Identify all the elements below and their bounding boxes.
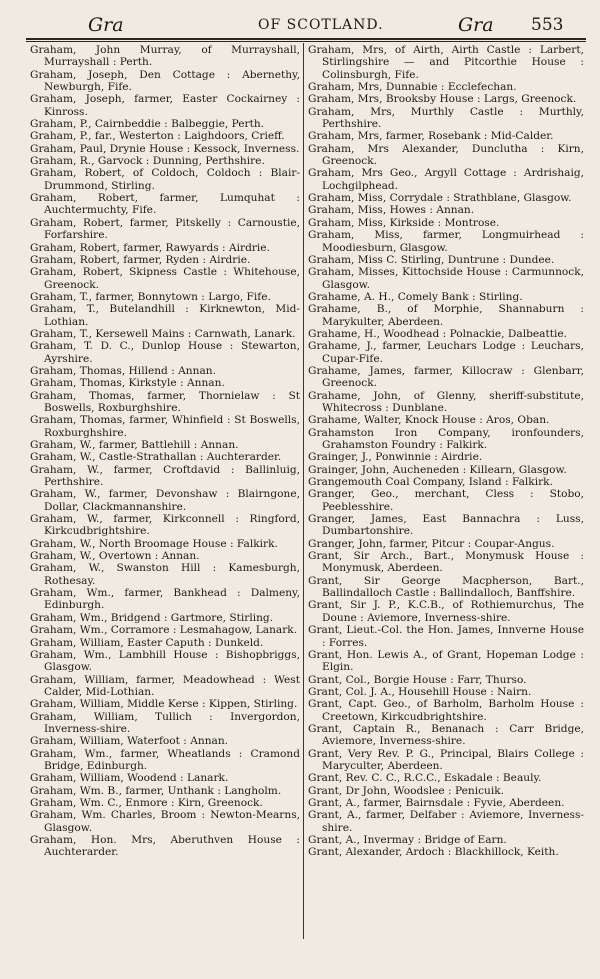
directory-entry: Grant, Lieut.-Col. the Hon. James, Innverne House : Forres.	[308, 624, 584, 649]
directory-entry: Graham, T., farmer, Bonnytown : Largo, Fife.	[30, 290, 271, 303]
directory-entry: Graham, Miss, farmer, Longmuirhead : Moodiesburn, Glasgow.	[308, 229, 584, 254]
directory-entry: Graham, Wm., farmer, Wheatlands : Cramond Bridge, Edinburgh.	[30, 747, 300, 772]
header-rule	[26, 38, 586, 40]
directory-entry: Granger, Geo., merchant, Cless : Stobo, Peeblesshire.	[308, 488, 584, 513]
directory-entry: Graham, Joseph, Den Cottage : Abernethy, Newburgh, Fife.	[30, 68, 300, 94]
directory-entry: Graham, Miss, Kirkside : Montrose.	[308, 216, 500, 229]
header-title: OF SCOTLAND.	[258, 17, 384, 33]
directory-entry: Grangemouth Coal Company, Island : Falkirk.	[308, 476, 553, 489]
directory-entry: Grant, Rev. C. C., R.C.C., Eskadale : Beauly.	[308, 772, 542, 785]
directory-entry: Grant, Sir J. P., K.C.B., of Rothiemurchus, The Doune : Aviemore, Inverness-shire.	[308, 599, 584, 624]
directory-entry: Graham, William, Waterfoot : Annan.	[30, 735, 229, 748]
directory-entry: Grant, Col., Borgie House : Farr, Thurso.	[308, 673, 527, 686]
directory-entry: Graham, Robert, farmer, Pitskelly : Carnoustie, Forfarshire.	[30, 216, 300, 242]
directory-entry: Graham, Thomas, Kirkstyle : Annan.	[30, 377, 225, 390]
directory-entry: Graham, Wm. C., Enmore : Kirn, Greenock.	[30, 796, 263, 809]
directory-entry: Graham, W., Castle-Strathallan : Auchterarder.	[30, 451, 282, 464]
directory-entry: Graham, Mrs, farmer, Rosebank : Mid-Calder.	[308, 130, 554, 143]
directory-entry: Graham, T., Kersewell Mains : Carnwath, Lanark.	[30, 327, 296, 340]
directory-entry: Grant, Very Rev. P. G., Principal, Blairs College : Maryculter, Aberdeen.	[308, 747, 584, 772]
directory-entry: Grahame, John, of Glenny, sheriff-substitute, Whitecross : Dunblane.	[308, 389, 584, 414]
directory-entry: Graham, Wm. Charles, Broom : Newton-Mearns, Glasgow.	[30, 809, 300, 834]
directory-entry: Grahame, B., of Morphie, Shannaburn : Marykulter, Aberdeen.	[308, 303, 584, 328]
directory-entry: Graham, Robert, farmer, Rawyards : Airdrie.	[30, 241, 270, 254]
directory-entry: Grahame, James, farmer, Killocraw : Glenbarr, Greenock.	[308, 364, 584, 390]
directory-entry: Graham, W., Overtown : Annan.	[30, 550, 200, 563]
directory-entry: Graham, W., Swanston Hill : Kamesburgh, Rothesay.	[30, 562, 300, 587]
directory-entry: Grant, Sir Arch., Bart., Monymusk House : Monymusk, Aberdeen.	[308, 550, 584, 575]
directory-entry: Graham, P., Cairnbeddie : Balbeggie, Perth.	[30, 118, 265, 131]
column-divider	[303, 43, 304, 939]
directory-entry: Graham, Mrs, of Airth, Airth Castle : Larbert, Stirlingshire — and Pitcorthie House : Colinsburgh, Fife.	[308, 44, 584, 81]
directory-entry: Graham, Mrs, Dunnabie : Ecclefechan.	[308, 81, 517, 94]
directory-entry: Graham, William, Tullich : Invergordon, Inverness-shire.	[30, 710, 300, 735]
directory-entry: Graham, Robert, Skipness Castle : Whitehouse, Greenock.	[30, 266, 300, 291]
directory-entry: Grant, Hon. Lewis A., of Grant, Hopeman Lodge : Elgin.	[308, 648, 584, 674]
directory-entry: Graham, Thomas, Hillend : Annan.	[30, 364, 216, 377]
directory-entry: Grahamston Iron Company, ironfounders, Grahamston Foundry : Falkirk.	[308, 426, 584, 451]
directory-entry: Graham, Thomas, farmer, Whinfield : St Boswells, Roxburghshire.	[30, 414, 300, 439]
directory-entry: Graham, Mrs, Murthly Castle : Murthly, Perthshire.	[308, 105, 584, 131]
directory-entry: Graham, Joseph, farmer, Easter Cockairney : Kinross.	[30, 93, 300, 118]
directory-entry: Graham, William, Middle Kerse : Kippen, Stirling.	[30, 698, 298, 711]
page-number: 553	[531, 15, 564, 35]
directory-entry: Grahame, J., farmer, Leuchars Lodge : Leuchars, Cupar-Fife.	[308, 340, 584, 365]
directory-entry: Graham, Miss C. Stirling, Duntrune : Dundee.	[308, 253, 555, 266]
directory-entry: Grainger, John, Aucheneden : Killearn, Glasgow.	[308, 463, 567, 476]
directory-entry: Graham, Robert, farmer, Lumquhat : Auchtermuchty, Fife.	[30, 192, 300, 217]
directory-entry: Graham, W., farmer, Battlehill : Annan.	[30, 439, 239, 451]
directory-entry: Graham, John Murray, of Murrayshall, Murrayshall : Perth.	[30, 44, 300, 69]
directory-entry: Granger, John, farmer, Pitcur : Coupar-Angus.	[308, 537, 555, 550]
directory-entry: Grant, Sir George Macpherson, Bart., Ballindalloch Castle : Ballindalloch, Banffshire.	[308, 574, 584, 600]
right-column	[308, 44, 584, 859]
directory-entry: Graham, Robert, of Coldoch, Coldoch : Blair-Drummond, Stirling.	[30, 167, 300, 192]
directory-entry: Grant, A., farmer, Bairnsdale : Fyvie, Aberdeen.	[308, 796, 565, 809]
directory-entry: Grainger, J., Ponwinnie : Airdrie.	[308, 451, 483, 464]
directory-entry: Grant, A., farmer, Delfaber : Aviemore, Inverness-shire.	[308, 809, 584, 834]
directory-entry: Graham, Wm., Bridgend : Gartmore, Stirling.	[30, 611, 274, 624]
directory-entry: Graham, Mrs Geo., Argyll Cottage : Ardrishaig, Lochgilphead.	[308, 167, 584, 192]
directory-entry: Graham, Robert, farmer, Ryden : Airdrie.	[30, 253, 251, 266]
directory-entry: Graham, Paul, Drynie House : Kessock, Inverness.	[30, 142, 300, 155]
header-rule-thin	[26, 41, 586, 42]
directory-entry: Graham, Wm., farmer, Bankhead : Dalmeny, Edinburgh.	[30, 587, 300, 612]
header-right-catchword: Gra	[458, 14, 494, 36]
directory-entry: Graham, Wm. B., farmer, Unthank : Langholm.	[30, 784, 282, 797]
directory-entry: Grant, Capt. Geo., of Barholm, Barholm House : Creetown, Kirkcudbrightshire.	[308, 698, 584, 723]
directory-entry: Graham, William, farmer, Meadowhead : West Calder, Mid-Lothian.	[30, 673, 300, 698]
directory-entry: Grahame, H., Woodhead : Polnackie, Dalbeattie.	[308, 327, 568, 340]
directory-entry: Graham, William, Woodend : Lanark.	[30, 772, 229, 785]
directory-entry: Graham, Wm., Lambhill House : Bishopbriggs, Glasgow.	[30, 648, 300, 674]
directory-entry: Graham, Miss, Corrydale : Strathblane, Glasgow.	[308, 192, 572, 205]
directory-entry: Graham, T. D. C., Dunlop House : Stewarton, Ayrshire.	[30, 340, 300, 365]
directory-entry: Graham, W., North Broomage House : Falkirk.	[30, 537, 278, 550]
page-header	[0, 10, 600, 38]
header-left-catchword: Gra	[88, 14, 124, 36]
directory-entry: Graham, W., farmer, Devonshaw : Blairngone, Dollar, Clackmannanshire.	[30, 488, 300, 513]
directory-entry: Graham, Wm., Corramore : Lesmahagow, Lanark.	[30, 624, 298, 637]
directory-entry: Graham, Thomas, farmer, Thornielaw : St Boswells, Roxburghshire.	[30, 389, 300, 414]
directory-entry: Graham, T., Butelandhill : Kirknewton, Mid-Lothian.	[30, 303, 300, 328]
directory-entry: Graham, Miss, Howes : Annan.	[308, 204, 475, 217]
directory-entry: Grant, Dr John, Woodslee : Penicuik.	[308, 784, 505, 797]
directory-entry: Grant, A., Invermay : Bridge of Earn.	[308, 834, 507, 846]
directory-entry: Graham, William, Easter Caputh : Dunkeld.	[30, 636, 264, 649]
directory-entry: Grant, Alexander, Ardoch : Blackhillock, Keith.	[308, 846, 559, 859]
directory-entry: Grahame, Walter, Knock House : Aros, Oban.	[308, 414, 550, 427]
directory-entry: Graham, P., far., Westerton : Laighdoors, Crieff.	[30, 130, 285, 143]
left-column	[30, 44, 300, 859]
directory-entry: Granger, James, East Bannachra : Luss, Dumbartonshire.	[308, 513, 584, 538]
directory-entry: Graham, W., farmer, Croftdavid : Ballinluig, Perthshire.	[30, 463, 300, 489]
directory-entry: Graham, W., farmer, Kirkconnell : Ringford, Kirkcudbrightshire.	[30, 513, 300, 538]
directory-entry: Graham, Misses, Kittochside House : Carmunnock, Glasgow.	[308, 266, 584, 291]
directory-entry: Graham, R., Garvock : Dunning, Perthshire.	[30, 155, 265, 168]
directory-entry: Graham, Mrs Alexander, Dunclutha : Kirn, Greenock.	[308, 142, 584, 168]
directory-entry: Grahame, A. H., Comely Bank : Stirling.	[308, 290, 523, 303]
directory-entry: Graham, Mrs, Brooksby House : Largs, Greenock.	[308, 93, 577, 106]
directory-entry: Grant, Captain R., Benanach : Carr Bridge, Aviemore, Inverness-shire.	[308, 722, 584, 748]
directory-entry: Grant, Col. J. A., Househill House : Nairn.	[308, 685, 532, 698]
directory-entry: Graham, Hon. Mrs, Aberuthven House : Auchterarder.	[30, 834, 300, 859]
